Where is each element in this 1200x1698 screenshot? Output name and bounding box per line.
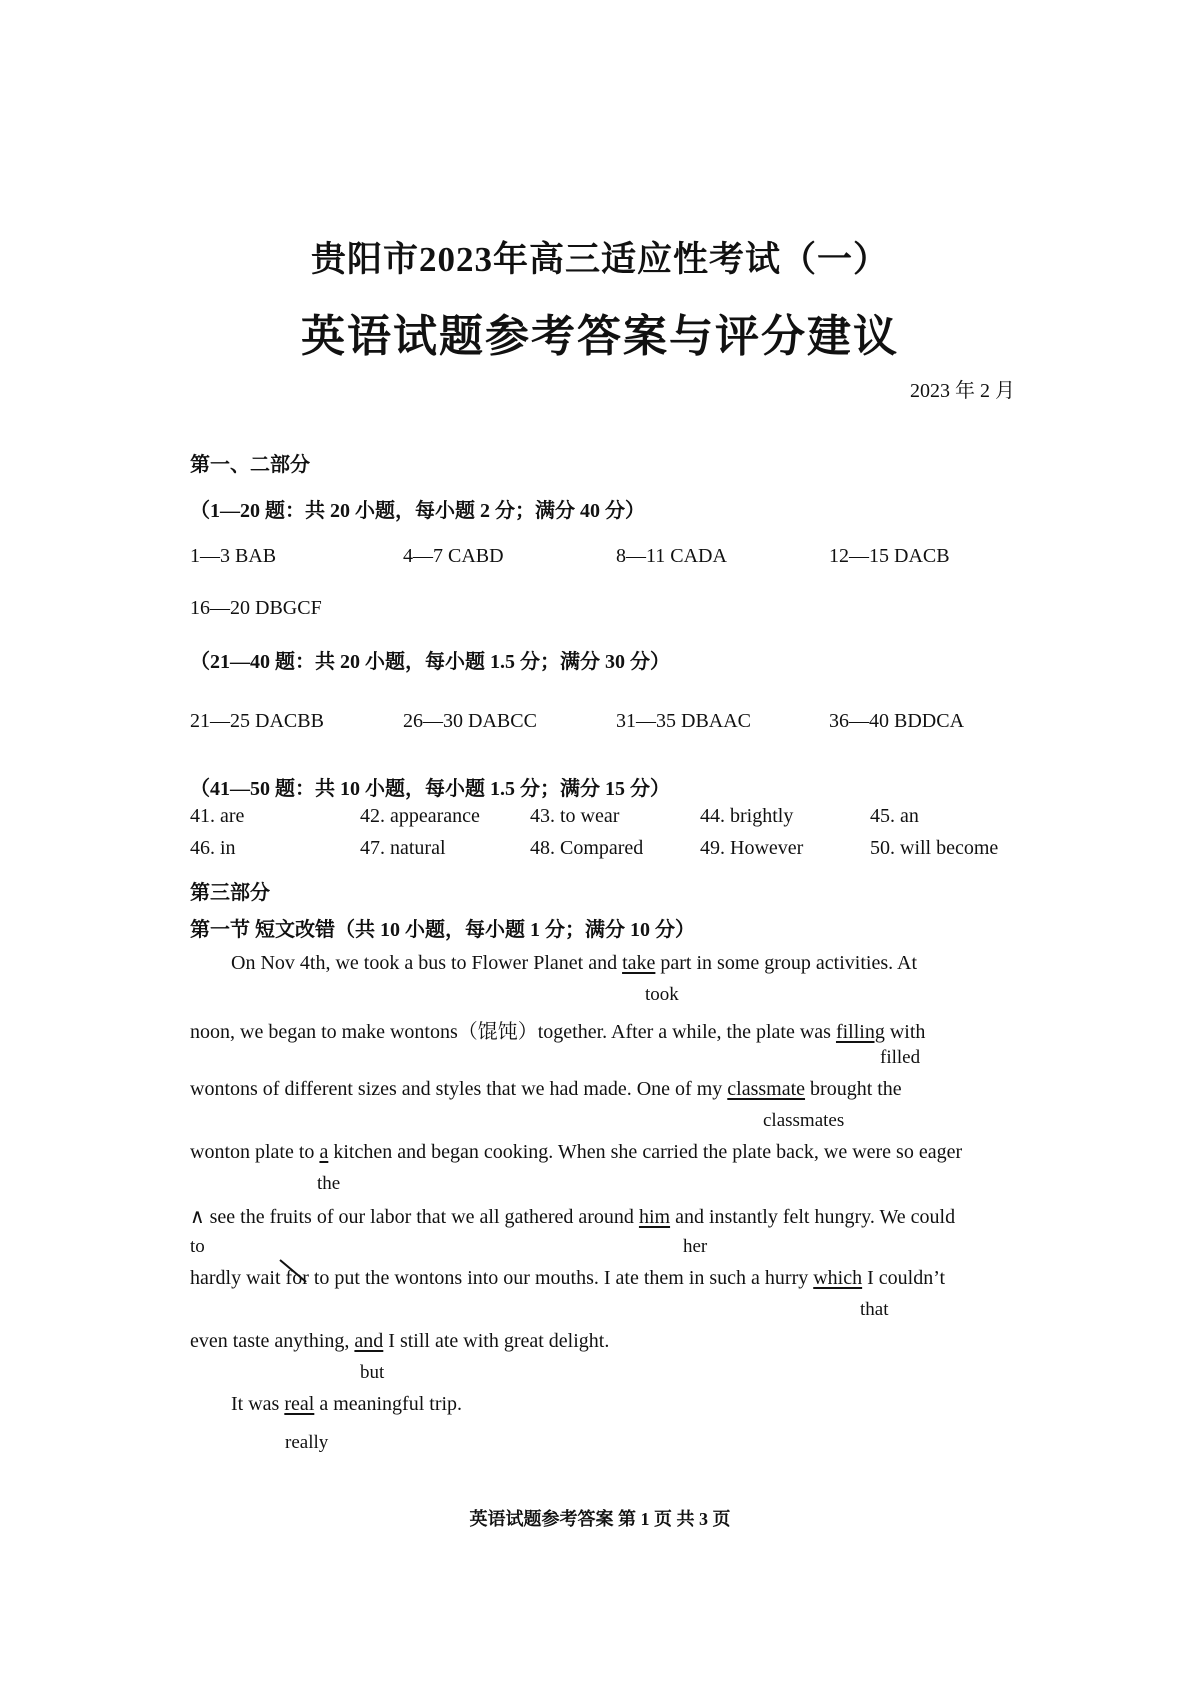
group3-note: （41—50 题：共 10 小题，每小题 1.5 分；满分 15 分）	[190, 778, 670, 800]
error-word: him	[638, 1206, 671, 1228]
insertion-caret: ∧	[190, 1206, 205, 1228]
answer-item: 43. to wear	[530, 805, 620, 827]
deleted-word: for	[285, 1267, 309, 1289]
passage-line: noon, we began to make wontons（馄饨）together. After a while, the plate was filling with	[190, 1021, 926, 1043]
group1-note: （1—20 题：共 20 小题，每小题 2 分；满分 40 分）	[190, 500, 645, 522]
document-subtitle: 英语试题参考答案与评分建议	[301, 312, 899, 361]
answer-item: 44. brightly	[700, 805, 794, 827]
answer-item: 16—20 DBGCF	[190, 597, 322, 619]
error-word: and	[354, 1330, 384, 1352]
answer-item: 50. will become	[870, 837, 999, 859]
error-word: classmate	[727, 1078, 806, 1100]
answer-item: 49. However	[700, 837, 804, 859]
error-word: take	[622, 952, 656, 974]
document-date: 2023 年 2 月	[910, 380, 1015, 402]
answer-item: 4—7 CABD	[403, 545, 504, 567]
passage-line: even taste anything, and I still ate with great delight.	[190, 1330, 610, 1352]
correction: took	[645, 984, 679, 1005]
correction: that	[860, 1299, 889, 1320]
answer-item: 31—35 DBAAC	[616, 710, 752, 732]
answer-item: 42. appearance	[360, 805, 480, 827]
part12-heading: 第一、二部分	[190, 454, 310, 476]
answer-item: 45. an	[870, 805, 919, 827]
correction: really	[285, 1432, 329, 1453]
group2-note: （21—40 题：共 20 小题，每小题 1.5 分；满分 30 分）	[190, 651, 670, 673]
error-word: which	[813, 1267, 863, 1289]
answer-item: 1—3 BAB	[190, 545, 277, 567]
answer-item: 21—25 DACBB	[190, 710, 324, 732]
correction: her	[683, 1236, 708, 1257]
error-word: a	[319, 1141, 329, 1163]
correction: but	[360, 1362, 385, 1383]
passage-line: hardly wait for to put the wontons into our mouths. I ate them in such a hurry which I couldn’t	[190, 1267, 946, 1289]
error-word: filling	[835, 1021, 885, 1043]
document-title: 贵阳市2023年高三适应性考试（一）	[310, 240, 889, 279]
correction: classmates	[763, 1110, 845, 1131]
correction: filled	[880, 1047, 921, 1068]
answer-item: 26—30 DABCC	[403, 710, 537, 732]
passage-line: wontons of different sizes and styles that we had made. One of my classmate brought the	[190, 1078, 902, 1100]
error-word: real	[284, 1393, 315, 1415]
answer-item: 8—11 CADA	[616, 545, 727, 567]
answer-item: 46. in	[190, 837, 236, 859]
answer-item: 47. natural	[360, 837, 446, 859]
section1-heading: 第一节 短文改错（共 10 小题，每小题 1 分；满分 10 分）	[190, 919, 695, 941]
passage-line: It was real a meaningful trip.	[231, 1393, 463, 1415]
correction: the	[317, 1173, 341, 1194]
answer-item: 48. Compared	[530, 837, 644, 859]
answer-item: 12—15 DACB	[829, 545, 950, 567]
answer-item: 36—40 BDDCA	[829, 710, 965, 732]
passage-line: ∧ see the fruits of our labor that we all gathered around him and instantly felt hungry. We could	[190, 1206, 956, 1228]
answer-item: 41. are	[190, 805, 245, 827]
part3-heading: 第三部分	[190, 882, 270, 904]
correction: to	[190, 1236, 205, 1257]
passage-line: On Nov 4th, we took a bus to Flower Planet and take part in some group activities. At	[231, 952, 918, 974]
passage-line: wonton plate to a kitchen and began cooking. When she carried the plate back, we were so eager	[190, 1141, 963, 1163]
page-footer: 英语试题参考答案 第 1 页 共 3 页	[469, 1509, 731, 1529]
